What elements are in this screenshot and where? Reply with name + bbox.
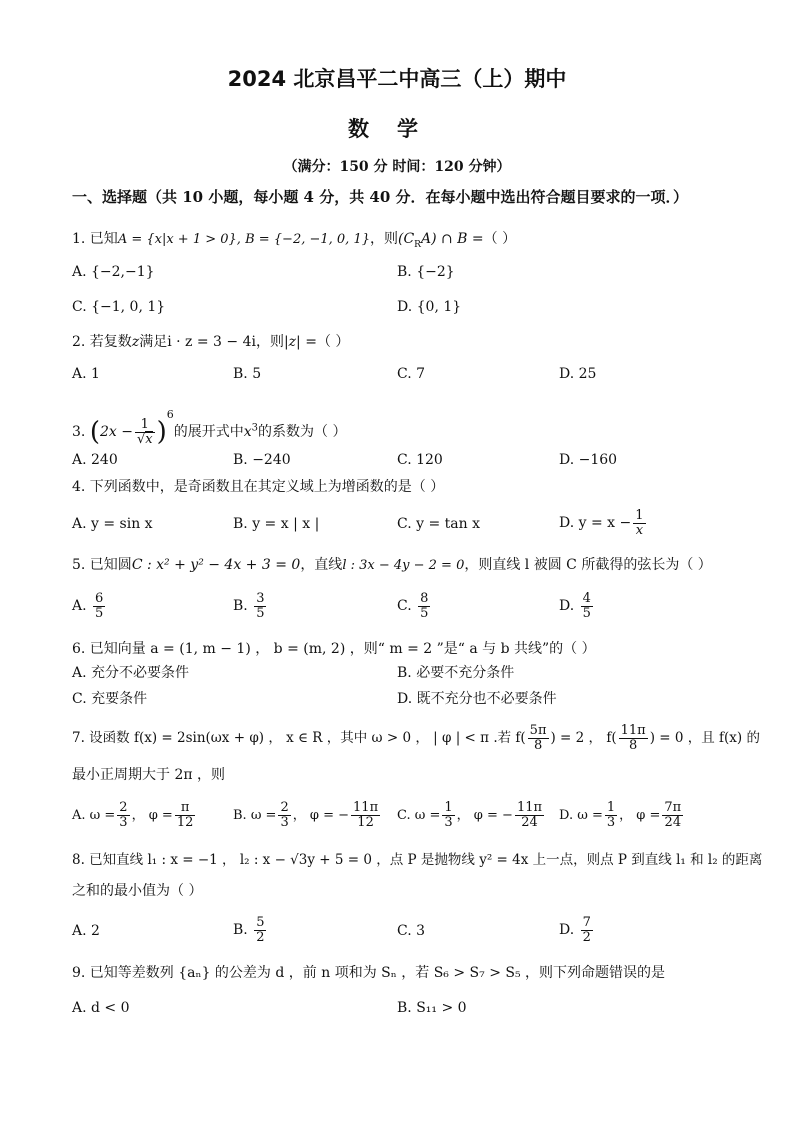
q5-d-fraction	[581, 592, 593, 621]
q8-option-b	[233, 912, 268, 948]
q7-d-w-num: 1	[606, 800, 616, 815]
q5-post: ，则直线 l 被圆 C 所截得的弦长为（ ）	[464, 557, 712, 573]
q3-frac-den: √x	[136, 431, 153, 447]
q3-option-d: D. −160	[559, 452, 618, 468]
question-4-stem: 4. 下列函数中，是奇函数且在其定义域上为增函数的是（ ）	[72, 479, 445, 495]
q1-expr: (C	[397, 231, 415, 247]
q2-option-c: C. 7	[397, 366, 426, 382]
q7-b-p-den: 12	[357, 815, 374, 830]
q4-d-den: x	[635, 522, 644, 538]
q7-a-w	[117, 801, 129, 830]
q2-abs: |z| =	[283, 334, 317, 350]
q5-line: l : 3x − 4y − 2 = 0	[342, 558, 465, 573]
q4-option-d	[559, 505, 648, 541]
q5-d-den: 5	[582, 605, 591, 621]
q7-a-phi: ， φ =	[131, 808, 173, 823]
q5-a-fraction	[93, 592, 105, 621]
q7-frac-2	[619, 724, 648, 753]
q3-fraction	[135, 418, 155, 447]
q7-d-p-den: 24	[664, 815, 682, 830]
q3-option-a: A. 240	[72, 452, 118, 468]
q2-prefix: 2. 若复数	[72, 334, 132, 350]
q3-open-paren: (	[89, 417, 100, 447]
q5-b-den: 5	[256, 605, 265, 621]
q1-option-a: A. {−2,−1}	[72, 264, 155, 280]
q7-c-p-den: 24	[521, 815, 538, 830]
q5-c-fraction	[418, 592, 430, 621]
q5-c-label: C.	[397, 598, 412, 614]
q8-b-label: B.	[233, 922, 248, 938]
q7-a-p-num: π	[175, 801, 196, 816]
q5-mid: ，直线	[300, 557, 343, 573]
q5-b-num: 3	[256, 590, 265, 606]
q8-option-c: C. 3	[397, 923, 426, 939]
q7-a-p-den: 12	[176, 815, 194, 830]
q5-c-den: 5	[420, 605, 429, 621]
q7-d-w	[605, 801, 617, 830]
q7-option-c	[397, 798, 546, 834]
q8-option-a: A. 2	[72, 923, 100, 939]
q7-option-b	[233, 798, 382, 834]
q4-d-num: 1	[635, 507, 644, 523]
q4-option-c: C. y = tan x	[397, 516, 480, 532]
question-2-stem	[72, 333, 349, 351]
q8-option-d	[559, 912, 595, 948]
q5-b-label: B.	[233, 598, 248, 614]
q2-mid: 满足	[139, 334, 168, 350]
q5-option-c	[397, 588, 432, 624]
question-3-stem	[72, 398, 346, 449]
q4-option-a: A. y = sin x	[72, 516, 153, 532]
q7-a-w-num: 2	[119, 800, 128, 815]
q3-prefix: 3.	[72, 424, 86, 440]
q7-a-pre: A. ω =	[72, 808, 116, 823]
q8-d-num: 7	[582, 914, 591, 930]
q2-option-a: A. 1	[72, 366, 100, 382]
q5-c-num: 8	[420, 590, 429, 606]
q7-b-w	[278, 801, 290, 830]
q5-a-num: 6	[95, 590, 104, 606]
q2-equation: i · z = 3 − 4i	[167, 334, 256, 350]
q6-option-b: B. 必要不充分条件	[397, 665, 515, 681]
q7-option-d	[559, 798, 685, 834]
question-8-line2: 之和的最小值为（ ）	[72, 883, 203, 899]
section-heading: 一、选择题（共 10 小题，每小题 4 分，共 40 分．在每小题中选出符合题目要求的一项．）	[72, 188, 689, 206]
question-7-stem	[72, 720, 760, 756]
q1-option-c: C. {−1, 0, 1}	[72, 299, 166, 315]
q7-b-w-num: 2	[280, 800, 289, 815]
q7-b-pre: B. ω =	[233, 808, 277, 823]
q1-expr2: A) ∩ B =	[420, 231, 484, 247]
q8-d-fraction	[581, 916, 593, 945]
q5-b-fraction	[254, 592, 266, 621]
q9-option-b: B. S₁₁ > 0	[397, 1000, 467, 1016]
q7-d-w-den: 3	[606, 815, 616, 830]
q4-option-b: B. y = x | x |	[233, 516, 320, 532]
q5-prefix: 5. 已知圆	[72, 557, 132, 573]
q7-a-p	[175, 801, 196, 830]
q7-a-w-den: 3	[119, 815, 128, 830]
q5-d-label: D.	[559, 598, 575, 614]
q6-option-c: C. 充要条件	[72, 691, 148, 707]
q1-option-d: D. {0, 1}	[397, 299, 462, 315]
q3-x-exp: 3	[251, 422, 259, 434]
q8-b-fraction	[254, 916, 266, 945]
q4-d-pre: D. y = x −	[559, 515, 632, 531]
q3-sqrt-x: x	[145, 431, 153, 447]
q7-b-p	[351, 801, 380, 830]
q1-bracket: （ ）	[483, 231, 517, 247]
q8-b-den: 2	[256, 929, 265, 945]
q3-exponent: 6	[166, 408, 174, 421]
q7-d-p	[662, 801, 683, 830]
q3-post: 的系数为（ ）	[258, 424, 347, 440]
subject-title: 数学	[348, 117, 446, 141]
q7-b-p-num: 11π	[353, 800, 379, 815]
q7-d-pre: D. ω =	[559, 808, 603, 823]
q7-f1-num: 5π	[529, 723, 547, 738]
q9-option-a: A. d < 0	[72, 1000, 130, 1016]
q3-frac-num: 1	[135, 418, 155, 433]
q7-d-p-num: 7π	[664, 800, 682, 815]
exam-info: （满分：150 分 时间：120 分钟）	[283, 159, 511, 175]
q7-b-w-den: 3	[280, 815, 289, 830]
q7-mid: ) = 2 ， f(	[550, 730, 617, 746]
question-8-stem: 8. 已知直线 l₁ : x = −1 ， l₂ : x − √3y + 5 = 0 ，点 P 是抛物线 y² = 4x 上一点，则点 P 到直线 l₁ 和 l₂ 的距离	[72, 852, 763, 868]
q1-mid: ，则	[369, 231, 398, 247]
q3-x: x	[243, 424, 252, 440]
q3-two-x: 2x −	[99, 424, 133, 440]
q7-c-p	[515, 801, 544, 830]
q2-option-b: B. 5	[233, 366, 262, 382]
q7-b-phi: ， φ = −	[292, 808, 350, 823]
q3-close-paren: )	[156, 417, 167, 447]
q7-c-p-num: 11π	[516, 800, 543, 815]
q6-option-a: A. 充分不必要条件	[72, 665, 190, 681]
q7-d-phi: ， φ =	[619, 808, 661, 823]
question-5-stem	[72, 556, 712, 575]
q1-option-b: B. {−2}	[397, 264, 455, 280]
q8-d-label: D.	[559, 922, 575, 938]
q7-frac-1	[528, 724, 549, 753]
q5-circle: C : x² + y² − 4x + 3 = 0	[131, 557, 301, 573]
q1-prefix: 1. 已知	[72, 231, 118, 247]
q7-c-w	[442, 801, 454, 830]
q7-option-a	[72, 798, 197, 834]
q5-d-num: 4	[582, 590, 591, 606]
q7-c-pre: C. ω =	[397, 808, 441, 823]
page-title: 2024 北京昌平二中高三（上）期中	[227, 67, 567, 91]
q7-c-phi: ， φ = −	[456, 808, 513, 823]
q5-option-d	[559, 588, 595, 624]
q5-a-den: 5	[95, 605, 104, 621]
q2-bracket: （ ）	[316, 334, 350, 350]
q7-f1-den: 8	[533, 738, 543, 753]
q5-option-a	[72, 588, 107, 624]
q8-b-num: 5	[256, 914, 265, 930]
question-7-line2: 最小正周期大于 2π ，则	[72, 767, 226, 783]
question-1-stem	[72, 230, 516, 254]
question-6-stem: 6. 已知向量 a = (1, m − 1) ， b = (m, 2) ，则“ m = 2 ”是“ a 与 b 共线”的（ ）	[72, 641, 596, 657]
q7-f2-num: 11π	[620, 723, 646, 738]
q2-mid2: ，则	[255, 334, 284, 350]
q5-option-b	[233, 588, 268, 624]
q1-sets: A = {x|x + 1 > 0}, B = {−2, −1, 0, 1}	[117, 232, 370, 247]
q4-d-fraction	[633, 509, 645, 538]
q3-mid: 的展开式中	[173, 424, 244, 440]
q8-d-den: 2	[582, 929, 591, 945]
q7-c-w-den: 3	[444, 815, 453, 830]
q3-option-b: B. −240	[233, 452, 291, 468]
q1-sub: R	[414, 239, 421, 250]
q7-f2-den: 8	[629, 738, 638, 753]
question-9-stem: 9. 已知等差数列 {aₙ} 的公差为 d ，前 n 项和为 Sₙ ，若 S₆ > S₇ > S₅ ，则下列命题错误的是	[72, 965, 666, 981]
q2-option-d: D. 25	[559, 366, 597, 382]
q5-a-label: A.	[72, 598, 87, 614]
q7-pre: 7. 设函数 f(x) = 2sin(ωx + φ) ， x ∈ R ，其中 ω > 0 ， | φ | < π .若 f(	[72, 730, 526, 746]
q7-post: ) = 0 ，且 f(x) 的	[649, 730, 760, 746]
q2-z: z	[131, 334, 140, 350]
q6-option-d: D. 既不充分也不必要条件	[397, 691, 557, 707]
q7-c-w-num: 1	[444, 800, 453, 815]
q3-option-c: C. 120	[397, 452, 443, 468]
